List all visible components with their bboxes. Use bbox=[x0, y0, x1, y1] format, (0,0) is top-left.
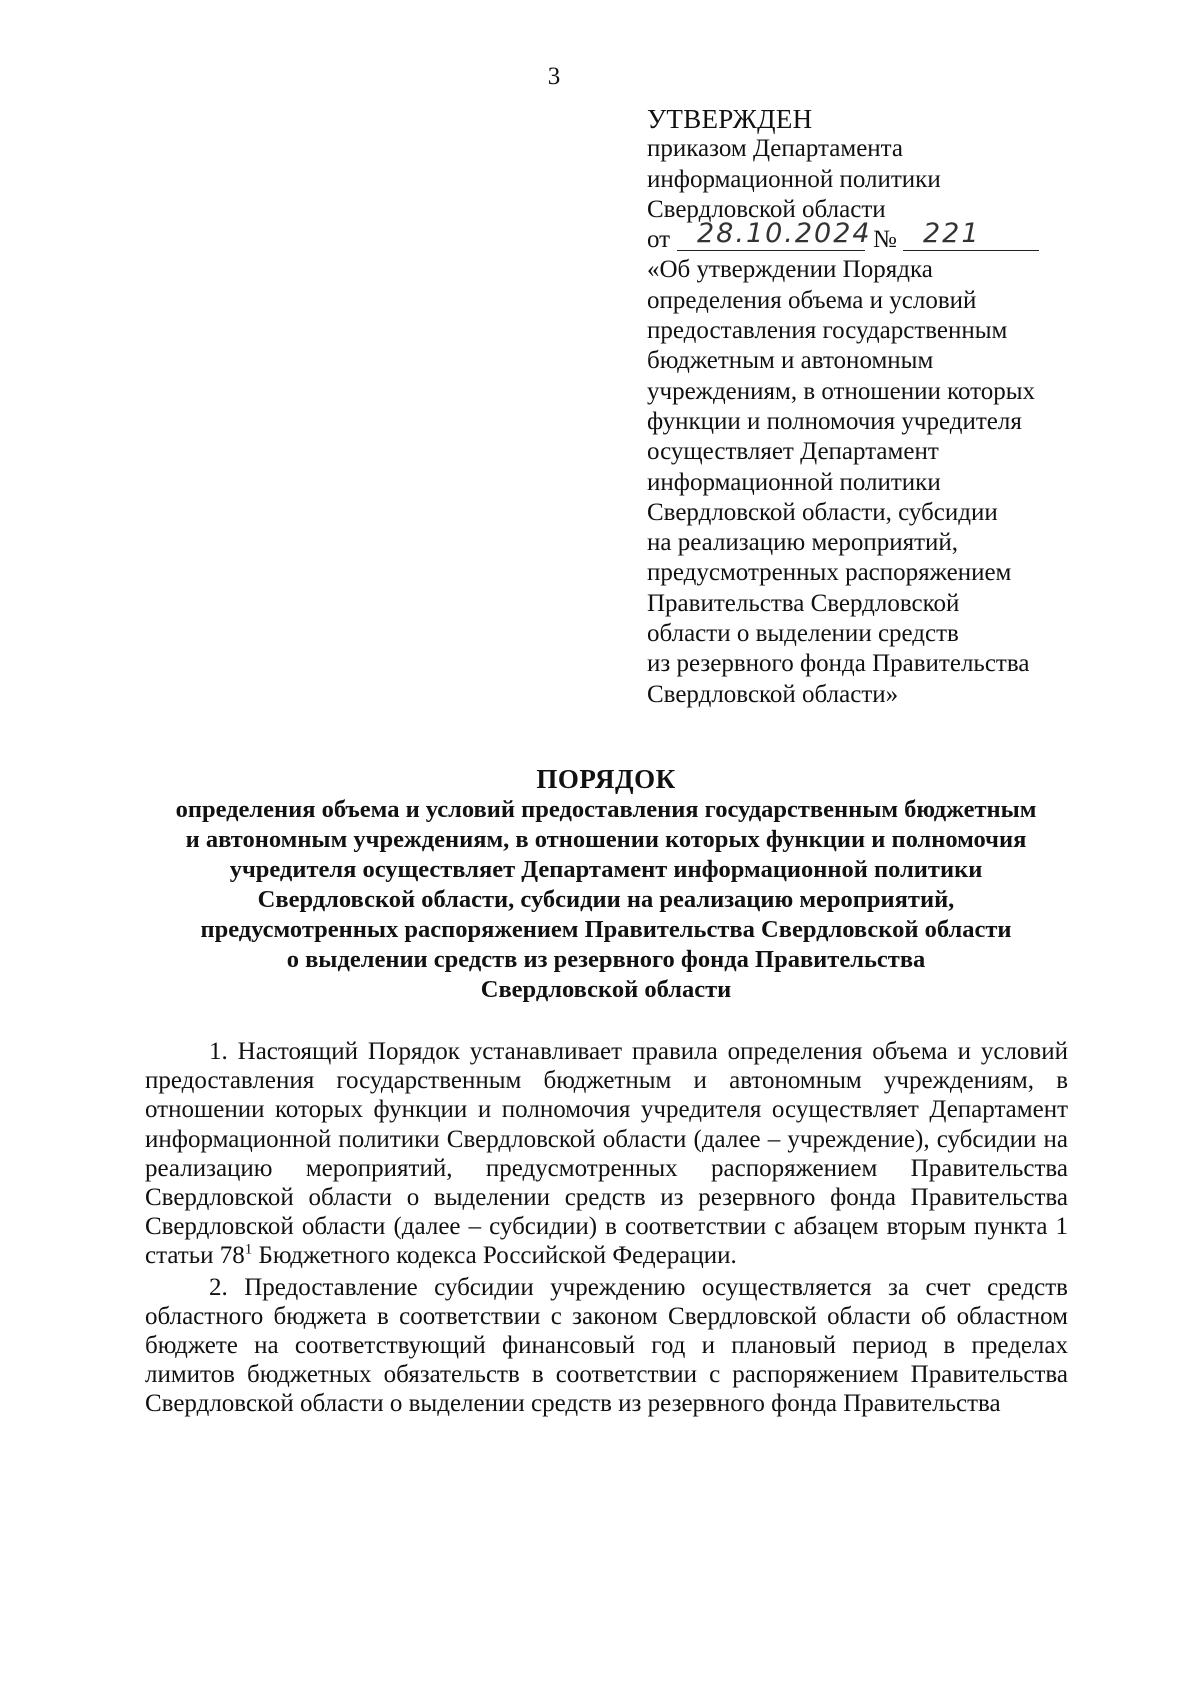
order-title-line: определения объема и условий bbox=[647, 286, 977, 314]
order-title-line: информационной политики bbox=[647, 468, 941, 496]
document-subtitle-line: о выделении средств из резервного фонда Правительства bbox=[286, 946, 926, 973]
document-subtitle-line: определения объема и условий предоставления государственным бюджетным bbox=[175, 796, 1037, 823]
paragraph-2: 2. Предоставление субсидии учреждению осуществляется за счет средств областного бюджета в соответствии с законом Свердловской области об областном бюджете на соответствующий финансовый год и плановый период в пределах лимитов бюджетных обязательств в соответствии с распоряжением Правительства Свердловской области о выделении средств из резервного фонда Правительства bbox=[145, 1273, 1068, 1418]
document-body bbox=[145, 1037, 1068, 1421]
document-title-block bbox=[120, 763, 1092, 1005]
document-subtitle-line: предусмотренных распоряжением Правительства Свердловской области bbox=[200, 916, 1012, 943]
handwritten-number: 221 bbox=[923, 218, 981, 250]
article-superscript: 1 bbox=[244, 1242, 253, 1259]
order-title-line: области о выделении средств bbox=[647, 620, 959, 648]
document-title: ПОРЯДОК bbox=[536, 764, 676, 794]
approval-line: информационной политики bbox=[647, 165, 941, 193]
page-number: 3 bbox=[547, 63, 561, 90]
order-date-number-line bbox=[647, 218, 1067, 255]
date-field bbox=[677, 218, 872, 251]
paragraph-1 bbox=[145, 1037, 1068, 1271]
document-subtitle-line: Свердловской области bbox=[480, 976, 732, 1003]
order-title-line: на реализацию мероприятий, bbox=[647, 529, 959, 557]
approval-line: приказом Департамента bbox=[647, 135, 903, 163]
order-title-line: «Об утверждении Порядка bbox=[647, 256, 933, 284]
approval-line: Свердловской области bbox=[647, 195, 886, 223]
order-title-line: из резервного фонда Правительства bbox=[647, 650, 1030, 678]
date-label: от bbox=[647, 226, 671, 254]
order-title-line: Свердловской области» bbox=[647, 680, 899, 708]
order-title-line: бюджетным и автономным bbox=[647, 347, 934, 375]
order-title-line: предоставления государственным bbox=[647, 317, 1008, 345]
paragraph-1-text: 1. Настоящий Порядок устанавливает правила определения объема и условий предоставления государственным бюджетным и автономным учреждениям, в отношении которых функции и полномочия учредителя осуществляет Департамент информационной политики Свердловской области (далее – учреждение), субсидии на реализацию мероприятий, предусмотренных распоряжением Правительства Свердловской области о выделении средств из резервного фонда Правительства Свердловской области (далее – субсидии) в соответствии с абзацем вторым пункта 1 статьи 78 bbox=[145, 1038, 1068, 1270]
number-field bbox=[903, 218, 1039, 251]
order-title-line: предусмотренных распоряжением bbox=[647, 559, 1012, 587]
approval-block bbox=[647, 104, 1067, 710]
document-subtitle-line: Свердловской области, субсидии на реализацию мероприятий, bbox=[257, 886, 955, 913]
approval-heading: УТВЕРЖДЕН bbox=[647, 104, 813, 134]
order-title-line: учреждениям, в отношении которых bbox=[647, 377, 1036, 405]
handwritten-date: 28.10.2024 bbox=[697, 218, 872, 250]
order-title-line: Свердловской области, субсидии bbox=[647, 498, 998, 526]
number-label: № bbox=[873, 226, 897, 254]
order-title-line: осуществляет Департамент bbox=[647, 438, 939, 466]
order-title-line: Правительства Свердловской bbox=[647, 589, 960, 617]
document-subtitle-line: учредителя осуществляет Департамент информационной политики bbox=[229, 856, 983, 883]
order-title-line: функции и полномочия учредителя bbox=[647, 407, 1022, 435]
document-subtitle-line: и автономным учреждениям, в отношении которых функции и полномочия bbox=[185, 826, 1027, 853]
paragraph-1-tail: Бюджетного кодекса Российской Федерации. bbox=[252, 1242, 737, 1270]
